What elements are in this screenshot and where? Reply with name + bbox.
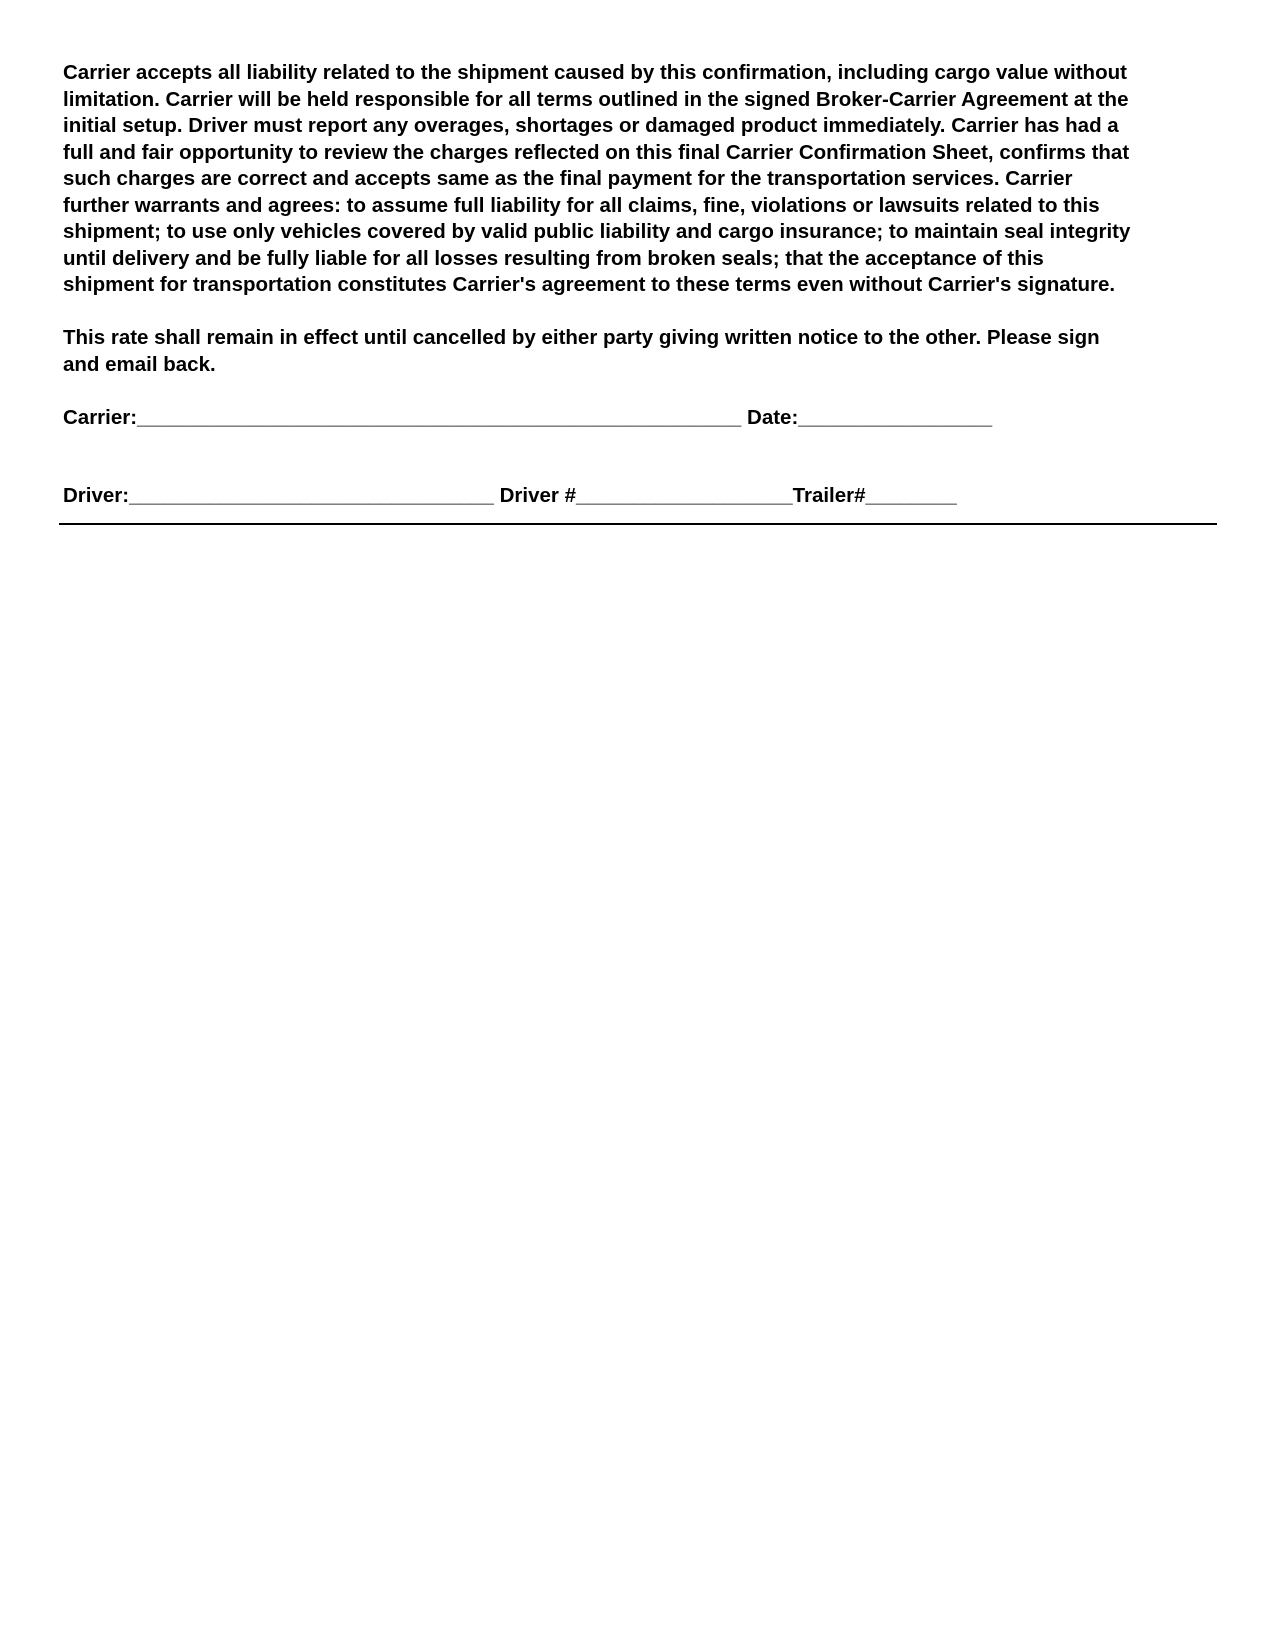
horizontal-divider	[59, 523, 1217, 525]
rate-notice-paragraph: This rate shall remain in effect until cancelled by either party giving written notice to the other. Please sign and email back.	[63, 326, 1100, 376]
driver-trailer-signature-line: Driver:________________________________ Driver #___________________Trailer#________	[63, 484, 957, 507]
terms-paragraph: Carrier accepts all liability related to the shipment caused by this confirmation, including cargo value without limitation. Carrier will be held responsible for all terms outlined in the signed Broker-Carrier Agreement at the initial setup. Driver must report any overages, shortages or damaged product immediately. Carrier has had a full and fair opportunity to review the charges reflected on this final Carrier Confirmation Sheet, confirms that such charges are correct and accepts same as the final payment for the transportation services. Carrier further warrants and agrees: to assume full liability for all claims, fine, violations or lawsuits related to this shipment; to use only vehicles covered by valid public liability and cargo insurance; to maintain seal integrity until delivery and be fully liable for all losses resulting from broken seals; that the acceptance of this shipment for transportation constitutes Carrier's agreement to these terms even without Carrier's signature.	[63, 61, 1131, 296]
carrier-date-signature-line: Carrier:_____________________________________________________ Date:_________________	[63, 406, 993, 429]
